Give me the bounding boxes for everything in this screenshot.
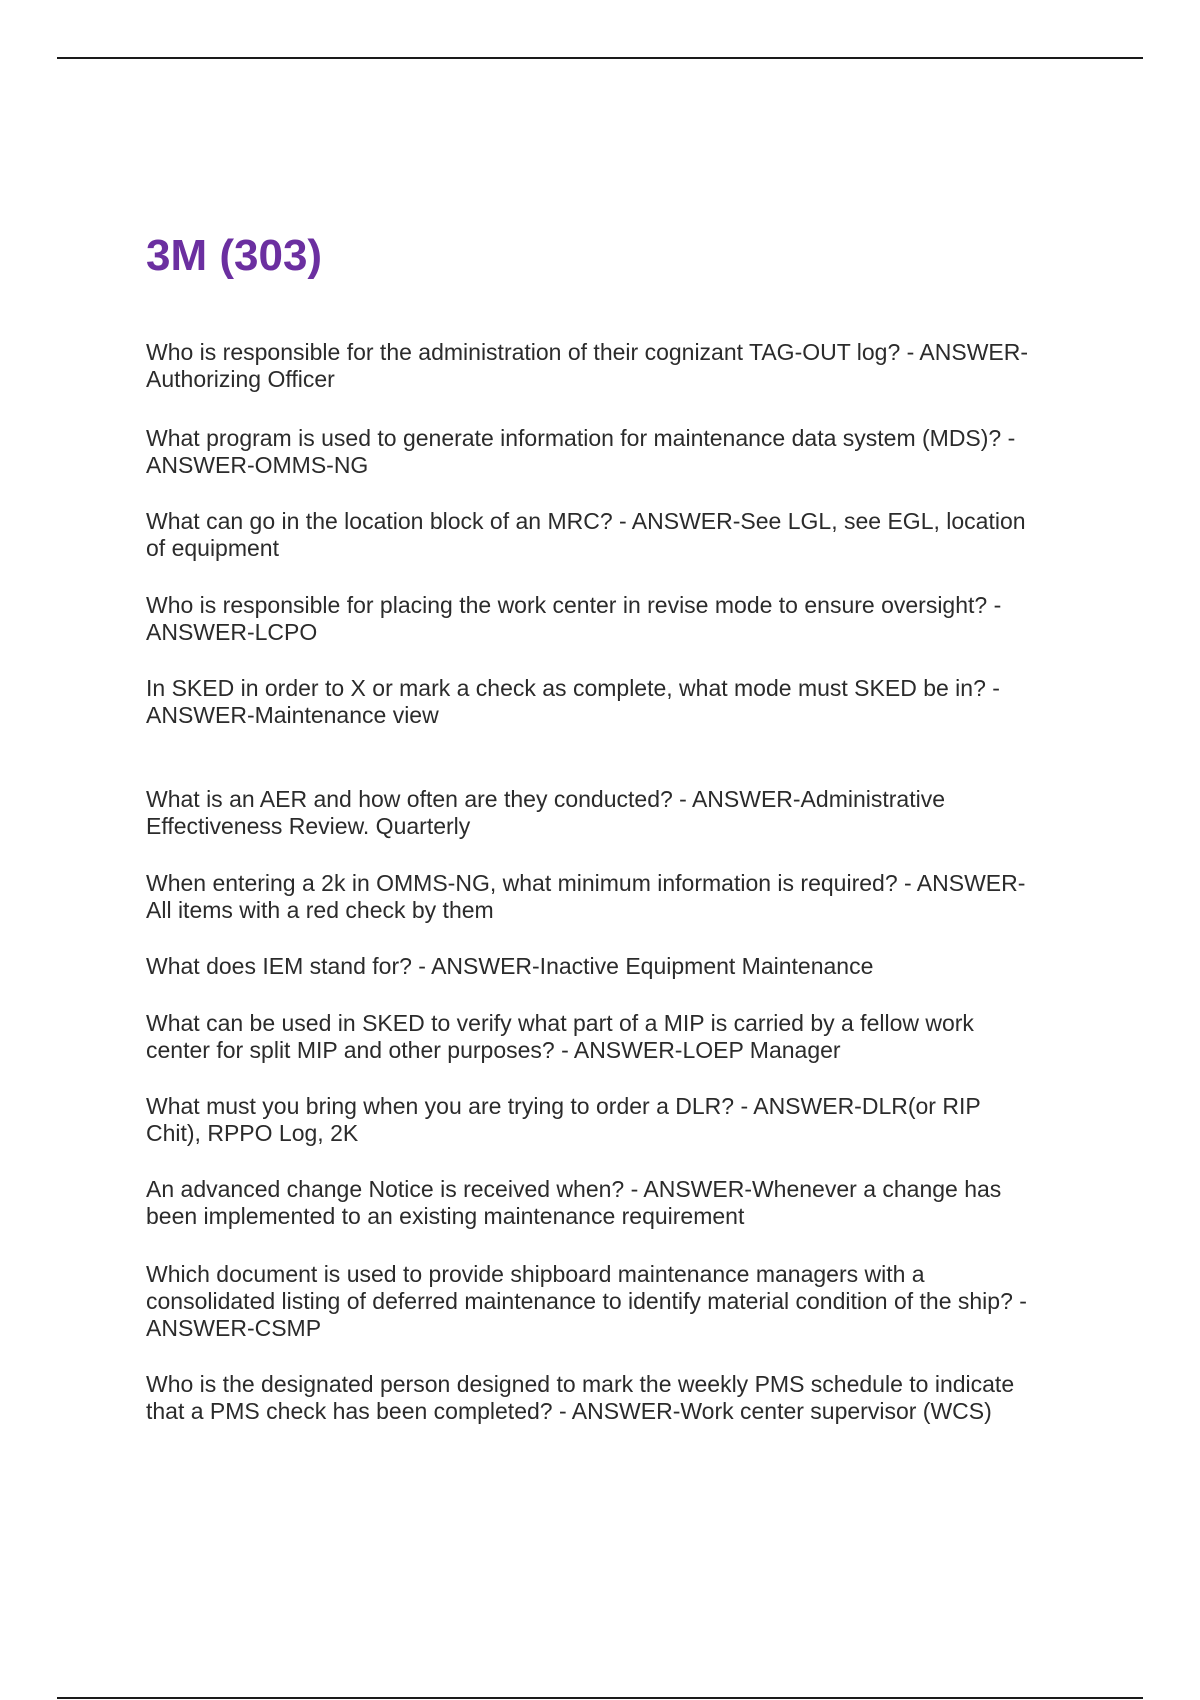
qa-line: been implemented to an existing maintenance requirement [146, 1203, 745, 1229]
qa-line: What does IEM stand for? - ANSWER-Inactive Equipment Maintenance [146, 953, 874, 979]
qa-item [146, 1371, 1086, 1425]
qa-line: of equipment [146, 535, 279, 561]
qa-line: When entering a 2k in OMMS-NG, what minimum information is required? - ANSWER- [146, 870, 1026, 896]
qa-line: Chit), RPPO Log, 2K [146, 1120, 359, 1146]
qa-item [146, 1176, 1086, 1230]
qa-item [146, 425, 1086, 479]
qa-line: center for split MIP and other purposes? - ANSWER-LOEP Manager [146, 1037, 841, 1063]
qa-item [146, 786, 1086, 840]
qa-line: ANSWER-Maintenance view [146, 702, 439, 728]
qa-line: consolidated listing of deferred maintenance to identify material condition of the ship? - [146, 1288, 1027, 1314]
qa-line: Who is responsible for the administration of their cognizant TAG-OUT log? - ANSWER- [146, 339, 1029, 365]
qa-line: Authorizing Officer [146, 366, 335, 392]
qa-line: Who is responsible for placing the work center in revise mode to ensure oversight? - [146, 592, 1002, 618]
qa-line: Effectiveness Review. Quarterly [146, 813, 471, 839]
qa-item [146, 1261, 1086, 1342]
qa-item [146, 508, 1086, 562]
qa-item [146, 953, 1086, 980]
qa-line: Which document is used to provide shipboard maintenance managers with a [146, 1261, 925, 1287]
qa-line: All items with a red check by them [146, 897, 494, 923]
qa-line: What can be used in SKED to verify what part of a MIP is carried by a fellow work [146, 1010, 974, 1036]
qa-line: What must you bring when you are trying to order a DLR? - ANSWER-DLR(or RIP [146, 1093, 981, 1119]
qa-item [146, 675, 1086, 729]
qa-line: An advanced change Notice is received when? - ANSWER-Whenever a change has [146, 1176, 1002, 1202]
qa-line: What is an AER and how often are they conducted? - ANSWER-Administrative [146, 786, 945, 812]
qa-line: In SKED in order to X or mark a check as complete, what mode must SKED be in? - [146, 675, 1000, 701]
qa-line: Who is the designated person designed to mark the weekly PMS schedule to indicate [146, 1371, 1015, 1397]
qa-item [146, 592, 1086, 646]
qa-line: ANSWER-OMMS-NG [146, 452, 369, 478]
bottom-rule [57, 1697, 1143, 1699]
qa-item [146, 870, 1086, 924]
qa-line: ANSWER-CSMP [146, 1315, 322, 1341]
qa-line: What program is used to generate information for maintenance data system (MDS)? - [146, 425, 1016, 451]
top-rule [57, 57, 1143, 59]
document-title: 3M (303) [146, 231, 323, 280]
qa-item [146, 339, 1086, 393]
qa-line: that a PMS check has been completed? - ANSWER-Work center supervisor (WCS) [146, 1398, 992, 1424]
qa-item [146, 1010, 1086, 1064]
qa-item [146, 1093, 1086, 1147]
qa-line: ANSWER-LCPO [146, 619, 318, 645]
qa-line: What can go in the location block of an MRC? - ANSWER-See LGL, see EGL, location [146, 508, 1026, 534]
